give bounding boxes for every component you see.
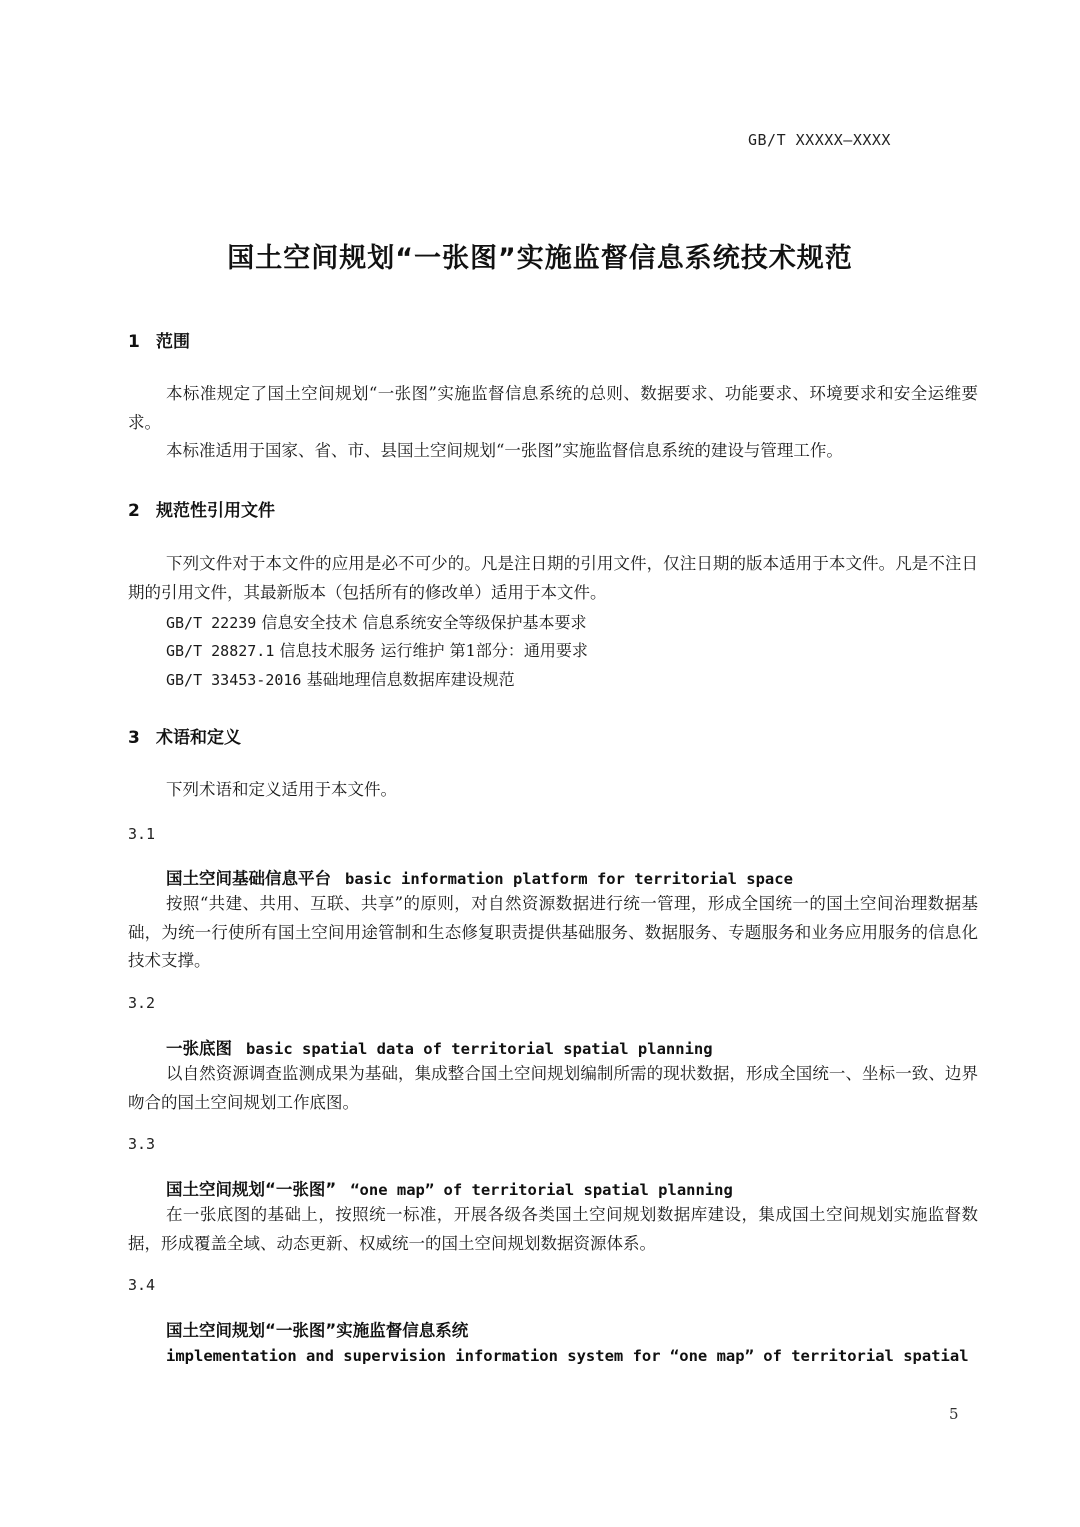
section-number: 2 — [128, 501, 140, 521]
term-zh: 国土空间基础信息平台 — [166, 869, 331, 888]
section-2-heading — [128, 496, 275, 521]
term-zh: 国土空间规划“一张图”实施监督信息系统 — [166, 1321, 469, 1340]
reference-item — [166, 610, 587, 633]
page-number: 5 — [949, 1405, 959, 1423]
term-zh: 国土空间规划“一张图” — [166, 1180, 337, 1199]
section-number: 1 — [128, 332, 140, 352]
reference-code: GB/T 28827.1 — [166, 642, 275, 660]
section-title: 规范性引用文件 — [156, 501, 275, 521]
term-3-3 — [166, 1176, 733, 1200]
reference-code: GB/T 33453-2016 — [166, 671, 302, 689]
section-title: 范围 — [156, 332, 190, 352]
reference-item — [166, 638, 588, 661]
section-3-heading — [128, 723, 241, 748]
clause-number-3-4: 3.4 — [128, 1276, 156, 1294]
section-title: 术语和定义 — [156, 728, 241, 748]
section-1-paragraph-1: 本标准规定了国土空间规划“一张图”实施监督信息系统的总则、数据要求、功能要求、环境要求和安全运维要求。 — [128, 384, 978, 432]
section-number: 3 — [128, 728, 140, 748]
term-3-1 — [166, 865, 793, 889]
standard-number: GB/T XXXXX—XXXX — [748, 131, 891, 149]
section-3-paragraph-1: 下列术语和定义适用于本文件。 — [166, 780, 397, 799]
term-en: basic spatial data of territorial spatial planning — [246, 1040, 713, 1058]
clause-number-3-3: 3.3 — [128, 1135, 156, 1153]
term-3-3-definition: 在一张底图的基础上，按照统一标准，开展各级各类国土空间规划数据库建设，集成国土空间规划实施监督数据，形成覆盖全域、动态更新、权威统一的国土空间规划数据资源体系。 — [128, 1205, 978, 1253]
reference-title: 基础地理信息数据库建设规范 — [306, 670, 515, 689]
reference-code: GB/T 22239 — [166, 614, 257, 632]
document-title: 国土空间规划“一张图”实施监督信息系统技术规范 — [227, 243, 853, 274]
reference-item — [166, 667, 515, 690]
term-3-1-definition: 按照“共建、共用、互联、共享”的原则，对自然资源数据进行统一管理，形成全国统一的国土空间治理数据基础，为统一行使所有国土空间用途管制和生态修复职责提供基础服务、数据服务、专题服务和业务应用服务的信息化技术支撑。 — [128, 894, 978, 970]
term-3-2-definition: 以自然资源调查监测成果为基础，集成整合国土空间规划编制所需的现状数据，形成全国统一、坐标一致、边界吻合的国土空间规划工作底图。 — [128, 1064, 978, 1112]
term-3-2 — [166, 1035, 713, 1059]
term-3-4-en: implementation and supervision information system for “one map” of territorial spatial — [166, 1347, 969, 1365]
reference-title: 信息技术服务 运行维护 第1部分：通用要求 — [279, 641, 588, 660]
clause-number-3-2: 3.2 — [128, 994, 156, 1012]
term-en: basic information platform for territorial space — [345, 870, 793, 888]
term-en: “one map” of territorial spatial planning — [350, 1181, 733, 1199]
term-3-4 — [166, 1317, 468, 1341]
term-zh: 一张底图 — [166, 1039, 232, 1058]
section-1-paragraph-2: 本标准适用于国家、省、市、县国土空间规划“一张图”实施监督信息系统的建设与管理工作。 — [166, 441, 843, 460]
clause-number-3-1: 3.1 — [128, 825, 156, 843]
section-2-paragraph-1: 下列文件对于本文件的应用是必不可少的。凡是注日期的引用文件，仅注日期的版本适用于本文件。凡是不注日期的引用文件，其最新版本（包括所有的修改单）适用于本文件。 — [128, 554, 978, 602]
section-1-heading — [128, 327, 190, 352]
reference-title: 信息安全技术 信息系统安全等级保护基本要求 — [261, 613, 587, 632]
